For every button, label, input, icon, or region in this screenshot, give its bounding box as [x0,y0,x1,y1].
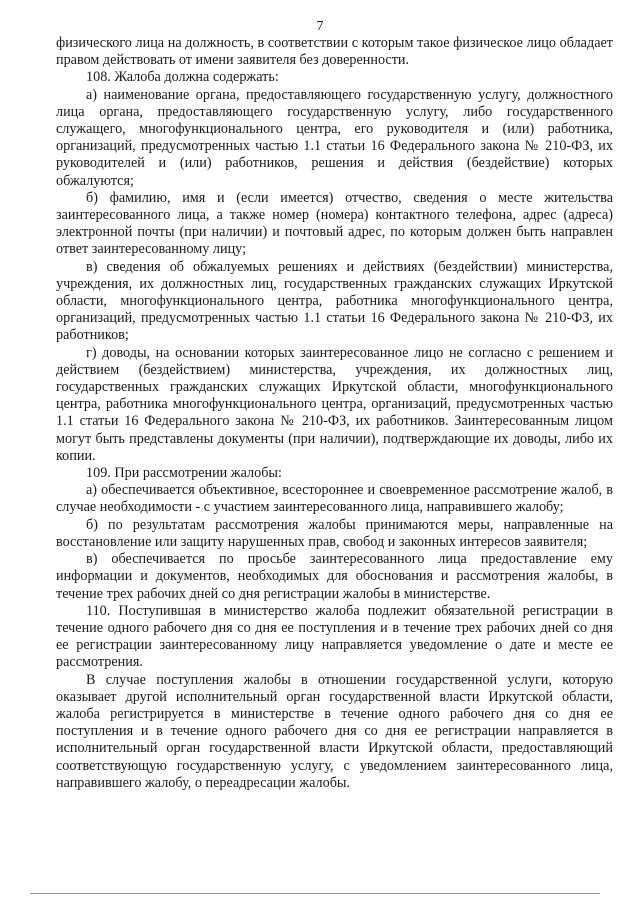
paragraph-continuation: физического лица на должность, в соответствии с которым такое физическое лицо обладает правом действовать от имени заявителя без доверенности. [56,35,613,69]
paragraph-108-g: г) доводы, на основании которых заинтересованное лицо не согласно с решением и действием (бездействием) министерства, учреждения, их должностных лиц, государственных гражданских служащих Иркутской области, многофункционального центра, работника многофункционального центра, организаций, предусмотренных частью 1.1 статьи 16 Федерального закона № 210-ФЗ, их работников. Заинтересованным лицом могут быть представлены документы (при наличии), подтверждающие их доводы, либо их копии. [56,344,613,464]
paragraph-109-v: в) обеспечивается по просьбе заинтересованного лица предоставление ему информации и документов, необходимых для обоснования и рассмотрения жалобы, в течение трех рабочих дней со дня регистрации жалобы в министерстве. [56,551,613,602]
paragraph-108-v: в) сведения об обжалуемых решениях и действиях (бездействии) министерства, учреждения, их должностных лиц, государственных гражданских служащих Иркутской области, многофункционального центра, работника многофункционального центра, организаций, предусмотренных частью 1.1 статьи 16 Федерального закона № 210-ФЗ, их работников; [56,258,613,344]
document-body [56,35,613,792]
paragraph-108-a: а) наименование органа, предоставляющего государственную услугу, должностного лица органа, предоставляющего государственную услугу, либо государственного служащего, многофункционального центра, его руководителя и (или) работника, организаций, предусмотренных частью 1.1 статьи 16 Федерального закона № 210-ФЗ, их руководителей и (или) работников, решения и действия (бездействие) которых обжалуются; [56,86,613,189]
paragraph-110-redirect: В случае поступления жалобы в отношении государственной услуги, которую оказывает другой исполнительный орган государственной власти Иркутской области, жалоба регистрируется в министерстве в течение одного рабочего дня со дня ее поступления и в течение одного рабочего дня со дня ее регистрации направляется в исполнительный орган государственной власти Иркутской области, предоставляющий соответствующую государственную услугу, с уведомлением заинтересованного лица, направившего жалобу, о переадресации жалобы. [56,671,613,791]
footer-divider [30,893,600,894]
paragraph-109-a: а) обеспечивается объективное, всестороннее и своевременное рассмотрение жалоб, в случае необходимости - с участием заинтересованного лица, направившего жалобу; [56,482,613,516]
paragraph-109-heading: 109. При рассмотрении жалобы: [86,465,282,482]
paragraph-110: 110. Поступившая в министерство жалоба подлежит обязательной регистрации в течение одного рабочего дня со дня ее поступления и в течение трех рабочих дней со дня ее регистрации заинтересованному лицу направляется уведомление о дате и месте ее рассмотрения. [56,602,613,671]
paragraph-108-b: б) фамилию, имя и (если имеется) отчество, сведения о месте жительства заинтересованного лица, а также номер (номера) контактного телефона, адрес (адреса) электронной почты (при наличии) и почтовый адрес, по которым должен быть направлен ответ заинтересованному лицу; [56,189,613,258]
paragraph-108-heading: 108. Жалоба должна содержать: [86,69,279,86]
paragraph-109-b: б) по результатам рассмотрения жалобы принимаются меры, направленные на восстановление или защиту нарушенных прав, свобод и законных интересов заявителя; [56,516,613,550]
page-number: 7 [316,19,324,34]
